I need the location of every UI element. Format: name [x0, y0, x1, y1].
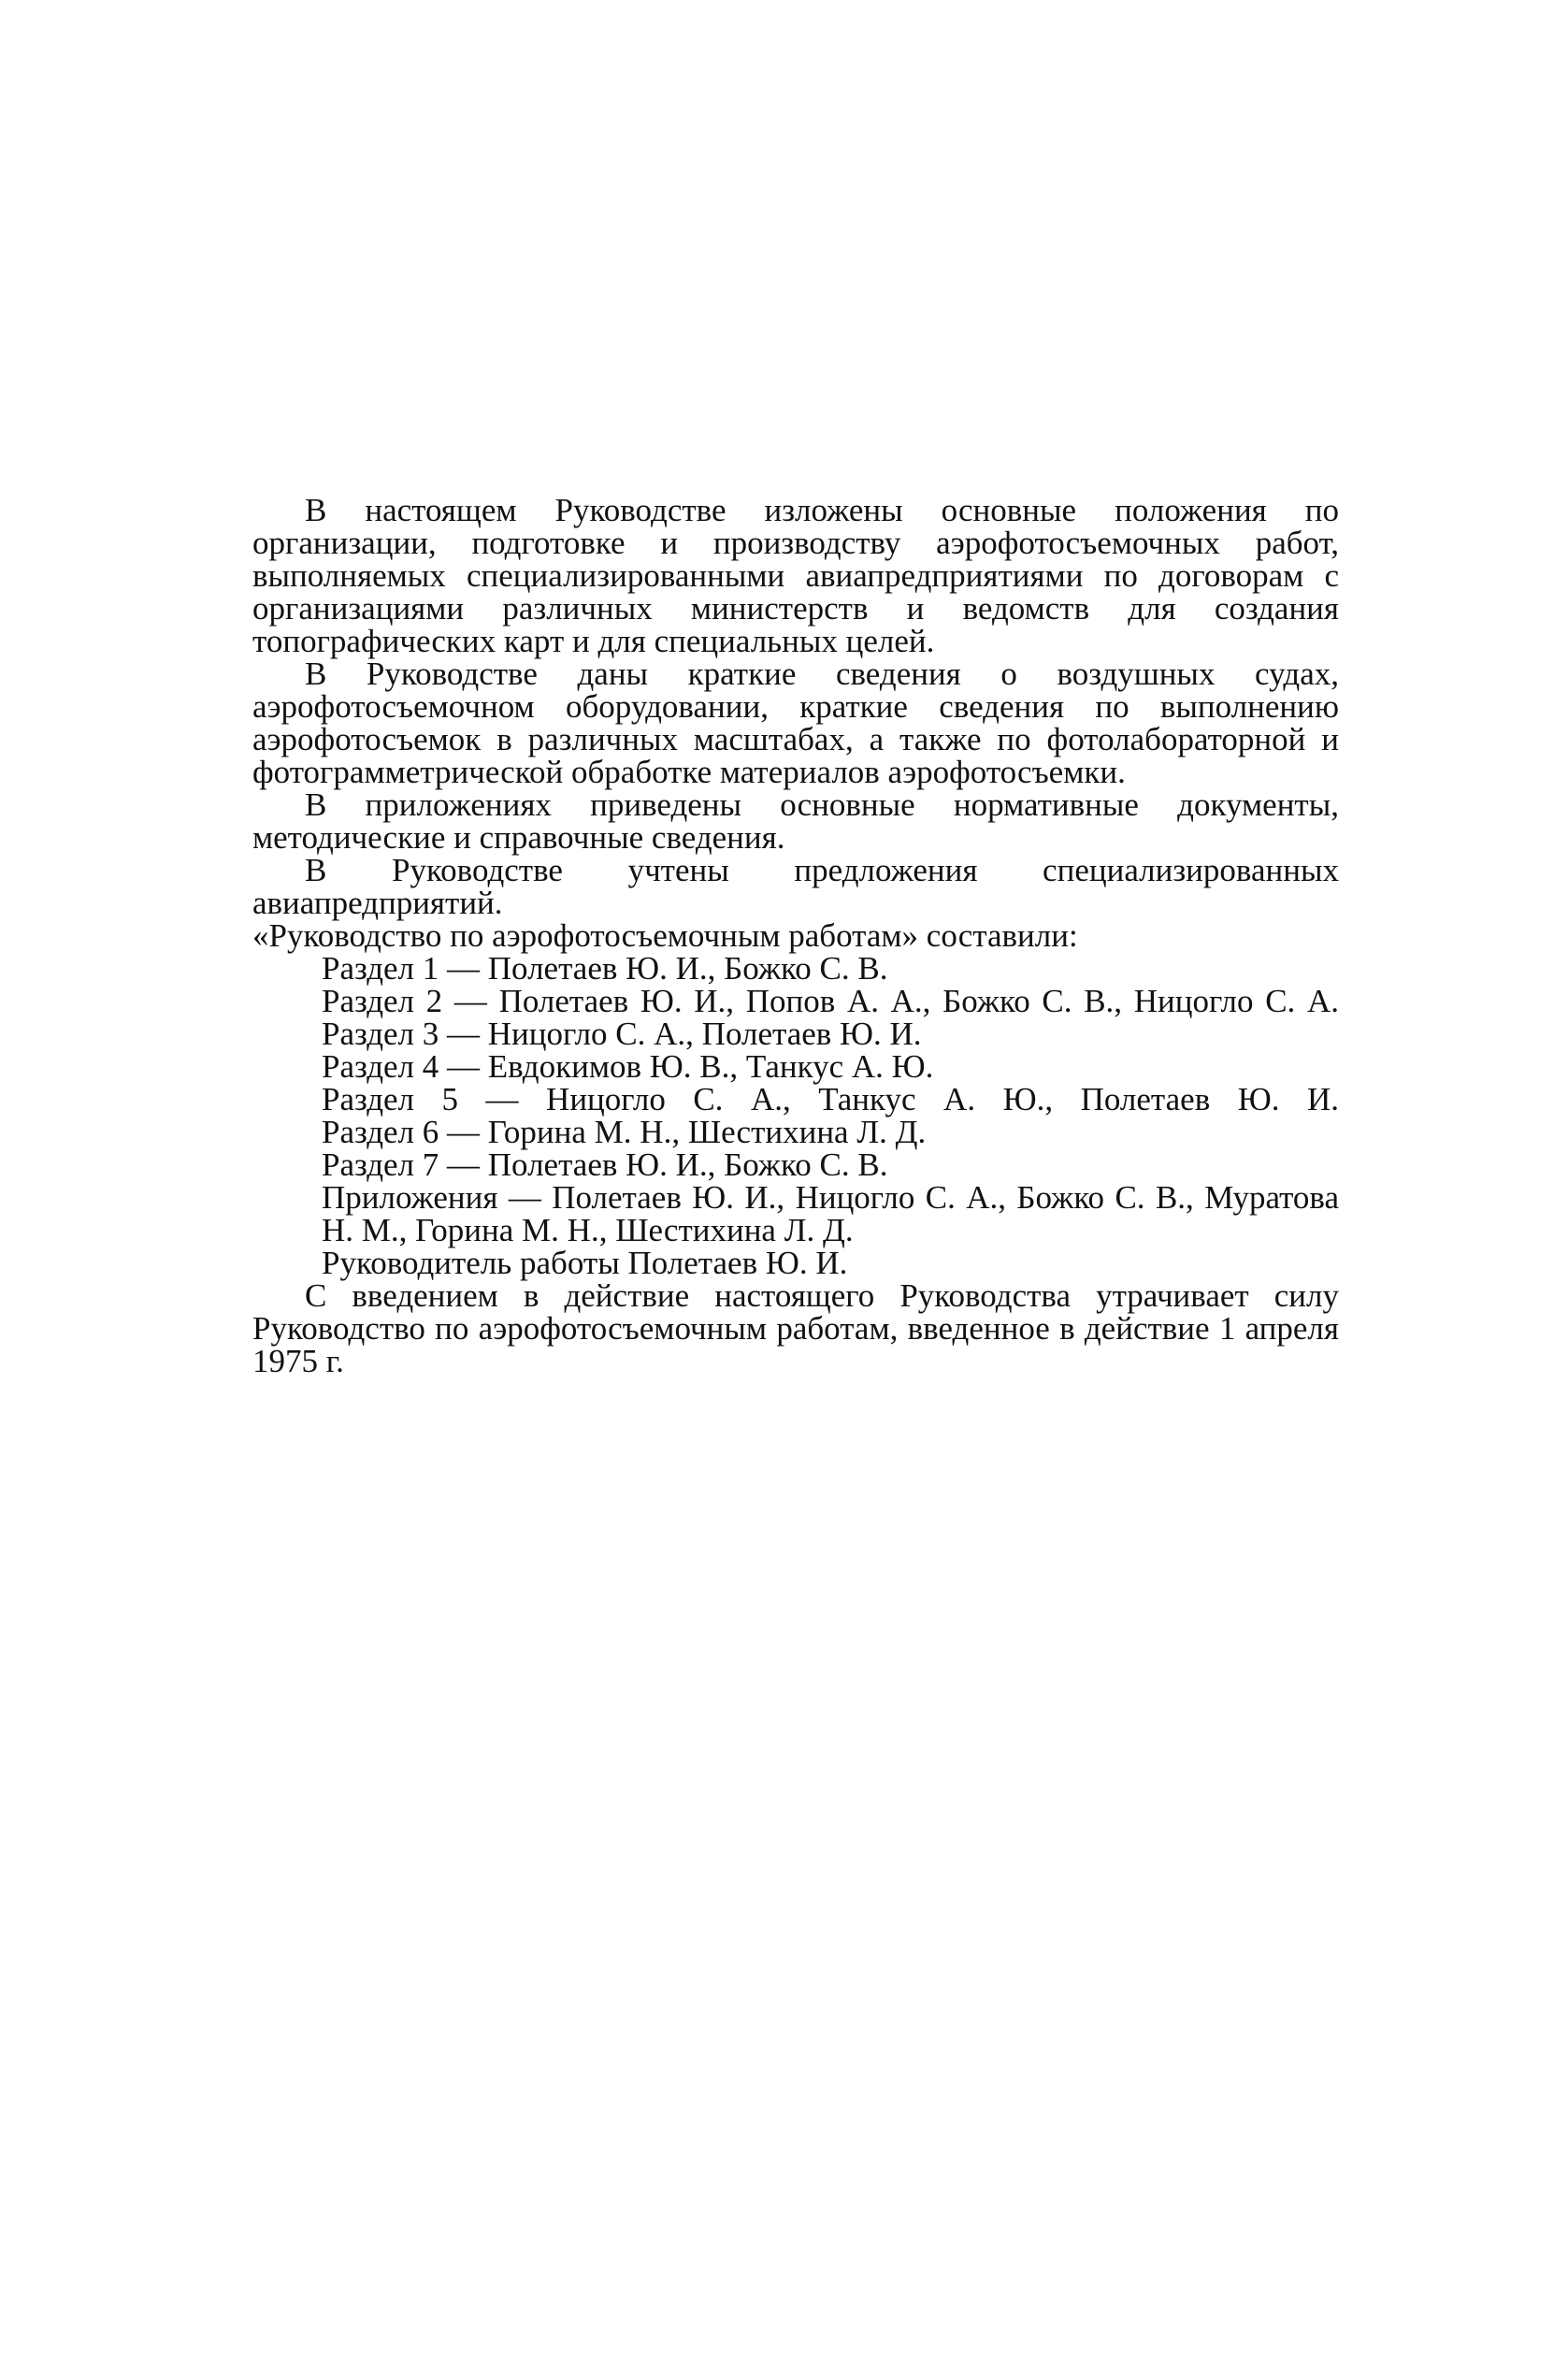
credit-appendices: Приложения — Полетаев Ю. И., Ницогло С. А., Божко С. В., Муратова Н. М., Горина М. Н., Шестихина Л. Д. [322, 1179, 1340, 1248]
section-label: Раздел 5 [322, 1081, 459, 1117]
section-authors: Ницогло С. А., Танкус А. Ю., Полетаев Ю. И. [546, 1081, 1339, 1117]
section-authors: Евдокимов Ю. В., Танкус А. Ю. [487, 1048, 934, 1085]
section-label: Раздел 3 [322, 1016, 439, 1052]
credit-section-4: Раздел 4 — Евдокимов Ю. В., Танкус А. Ю. [322, 1048, 934, 1085]
section-authors: Полетаев Ю. И., Попов А. А., Божко С. В., Ницогло С. А. [498, 983, 1339, 1019]
section-label: Раздел 6 [322, 1114, 439, 1150]
section-label: Раздел 2 [322, 983, 443, 1019]
credit-section-3: Раздел 3 — Ницогло С. А., Полетаев Ю. И. [322, 1016, 922, 1052]
appendix-label: Приложения [322, 1179, 498, 1216]
section-authors: Полетаев Ю. И., Божко С. В. [487, 1146, 888, 1183]
credit-section-5: Раздел 5 — Ницогло С. А., Танкус А. Ю., Полетаев Ю. И. [322, 1081, 1339, 1117]
credit-section-1: Раздел 1 — Полетаев Ю. И., Божко С. В. [322, 950, 888, 987]
document-body [252, 494, 1339, 1377]
closing-paragraph: С введением в действие настоящего Руководства утрачивает силу Руководство по аэрофотосъемочным работам, введенное в действие 1 апреля 1975 г. [252, 1277, 1339, 1379]
proposals-paragraph: В Руководстве учтены предложения специализированных авиапредприятий. [252, 852, 1339, 921]
appendix-authors: Полетаев Ю. И., Ницогло С. А., Божко С. В., Муратова Н. М., Горина М. Н., Шестихина Л. Д. [322, 1179, 1340, 1248]
intro-paragraph: В настоящем Руководстве изложены основные положения по организации, подготовке и производству аэрофотосъемочных работ, выполняемых специализированными авиапредприятиями по договорам с организациями различных министерств и ведомств для создания топографических карт и для специальных целей. [252, 492, 1339, 659]
section-label: Раздел 7 [322, 1146, 439, 1183]
credit-section-7: Раздел 7 — Полетаев Ю. И., Божко С. В. [322, 1146, 888, 1183]
section-authors: Горина М. Н., Шестихина Л. Д. [487, 1114, 927, 1150]
section-label: Раздел 1 [322, 950, 439, 987]
contents-paragraph: В Руководстве даны краткие сведения о воздушных судах, аэрофотосъемочном оборудовании, краткие сведения по выполнению аэрофотосъемок в различных масштабах, а также по фотолабораторной и фотограмметрической обработке материалов аэрофотосъемки. [252, 656, 1339, 790]
credits-heading: «Руководство по аэрофотосъемочным работам» составили: [252, 917, 1078, 954]
section-label: Раздел 4 [322, 1048, 439, 1085]
supervisor-line: Руководитель работы Полетаев Ю. И. [322, 1245, 848, 1281]
credit-section-6: Раздел 6 — Горина М. Н., Шестихина Л. Д. [322, 1114, 927, 1150]
credit-section-2: Раздел 2 — Полетаев Ю. И., Попов А. А., Божко С. В., Ницогло С. А. [322, 983, 1339, 1019]
section-authors: Полетаев Ю. И., Божко С. В. [487, 950, 888, 987]
appendices-paragraph: В приложениях приведены основные нормативные документы, методические и справочные сведения. [252, 786, 1339, 856]
credits-list [252, 952, 1339, 1279]
section-authors: Ницогло С. А., Полетаев Ю. И. [487, 1016, 922, 1052]
